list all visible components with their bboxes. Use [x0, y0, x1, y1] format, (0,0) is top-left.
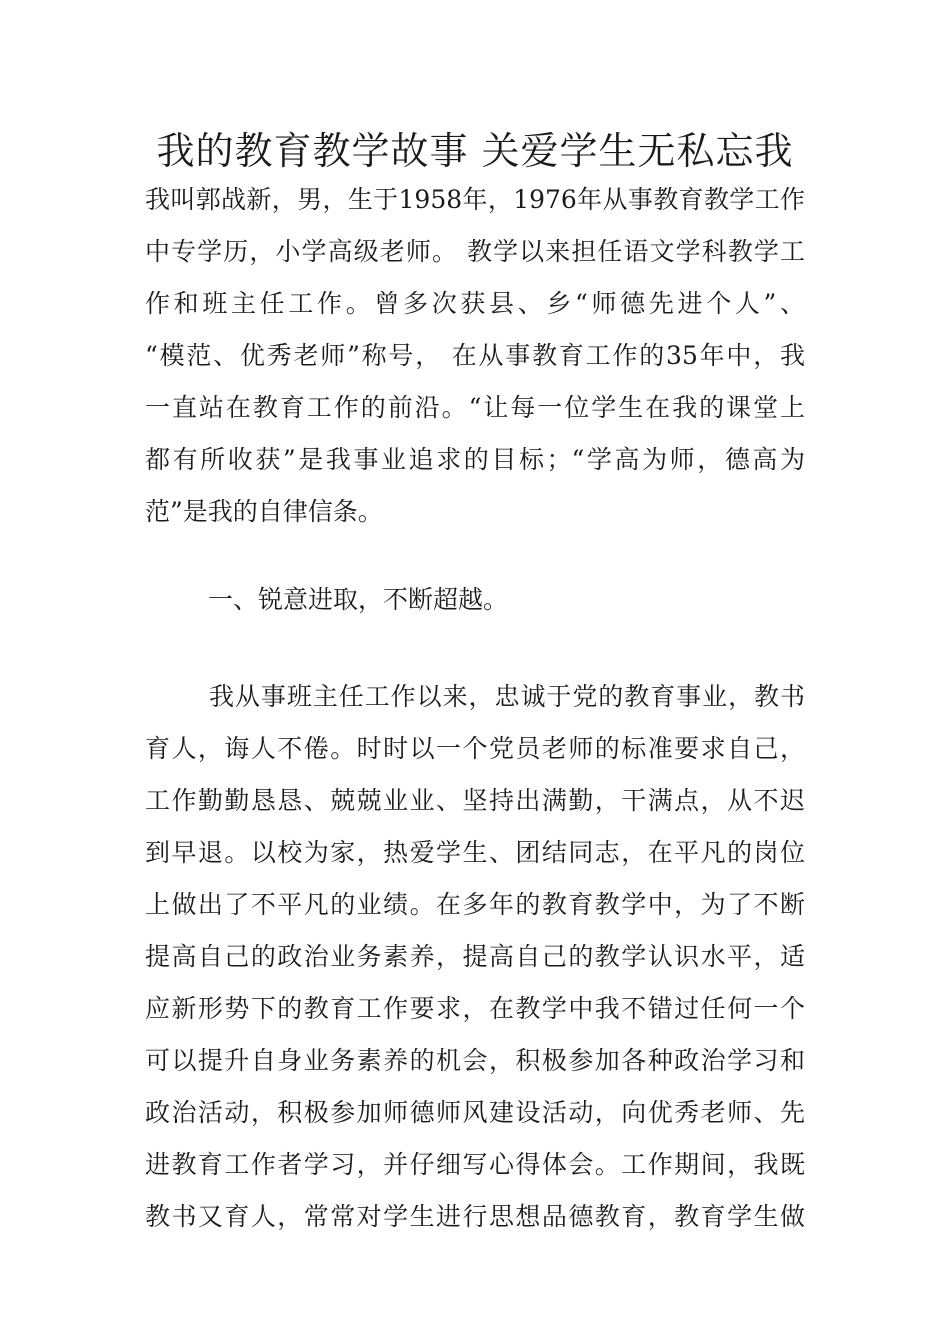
text-line: 可以提升自身业务素养的机会，积极参加各种政治学习和	[145, 1046, 805, 1075]
text-line: 上做出了不平凡的业绩。在多年的教育教学中，为了不断	[145, 890, 805, 919]
text-line: 提高自己的政治业务素养，提高自己的教学认识水平，适	[145, 942, 805, 971]
text-line: 进教育工作者学习，并仔细写心得体会。工作期间，我既	[145, 1150, 805, 1179]
intro-paragraph	[145, 174, 805, 538]
text-line: “模范、优秀老师”称号， 在从事教育工作的35年中，我	[145, 341, 805, 370]
text-line: 到早退。以校为家，热爱学生、团结同志，在平凡的岗位	[145, 838, 805, 867]
text-line: 我叫郭战新，男，生于1958年，1976年从事教育教学工作	[145, 185, 805, 214]
text-line: 育人，诲人不倦。时时以一个党员老师的标准要求自己，	[145, 734, 805, 763]
text-line: 教书又育人，常常对学生进行思想品德教育，教育学生做	[145, 1202, 805, 1231]
text-line: 一直站在教育工作的前沿。“让每一位学生在我的课堂上	[145, 393, 805, 422]
text-line: 中专学历，小学高级老师。 教学以来担任语文学科教学工	[145, 237, 805, 266]
text-line: 范”是我的自律信条。	[145, 497, 383, 526]
section-heading: 一、锐意进取，不断超越。	[208, 585, 509, 614]
text-line: 作和班主任工作。曾多次获县、乡“师德先进个人”、	[145, 289, 805, 318]
body-paragraph	[145, 671, 805, 1243]
text-line: 我从事班主任工作以来，忠诚于党的教育事业，教书	[209, 682, 805, 711]
text-line: 工作勤勤恳恳、兢兢业业、坚持出满勤，干满点，从不迟	[145, 786, 805, 815]
document-title: 我的教育教学故事 关爱学生无私忘我	[156, 129, 794, 173]
text-line: 应新形势下的教育工作要求，在教学中我不错过任何一个	[145, 994, 805, 1023]
text-line: 政治活动，积极参加师德师风建设活动，向优秀老师、先	[145, 1098, 805, 1127]
text-line: 都有所收获”是我事业追求的目标；“学高为师，德高为	[145, 445, 805, 474]
